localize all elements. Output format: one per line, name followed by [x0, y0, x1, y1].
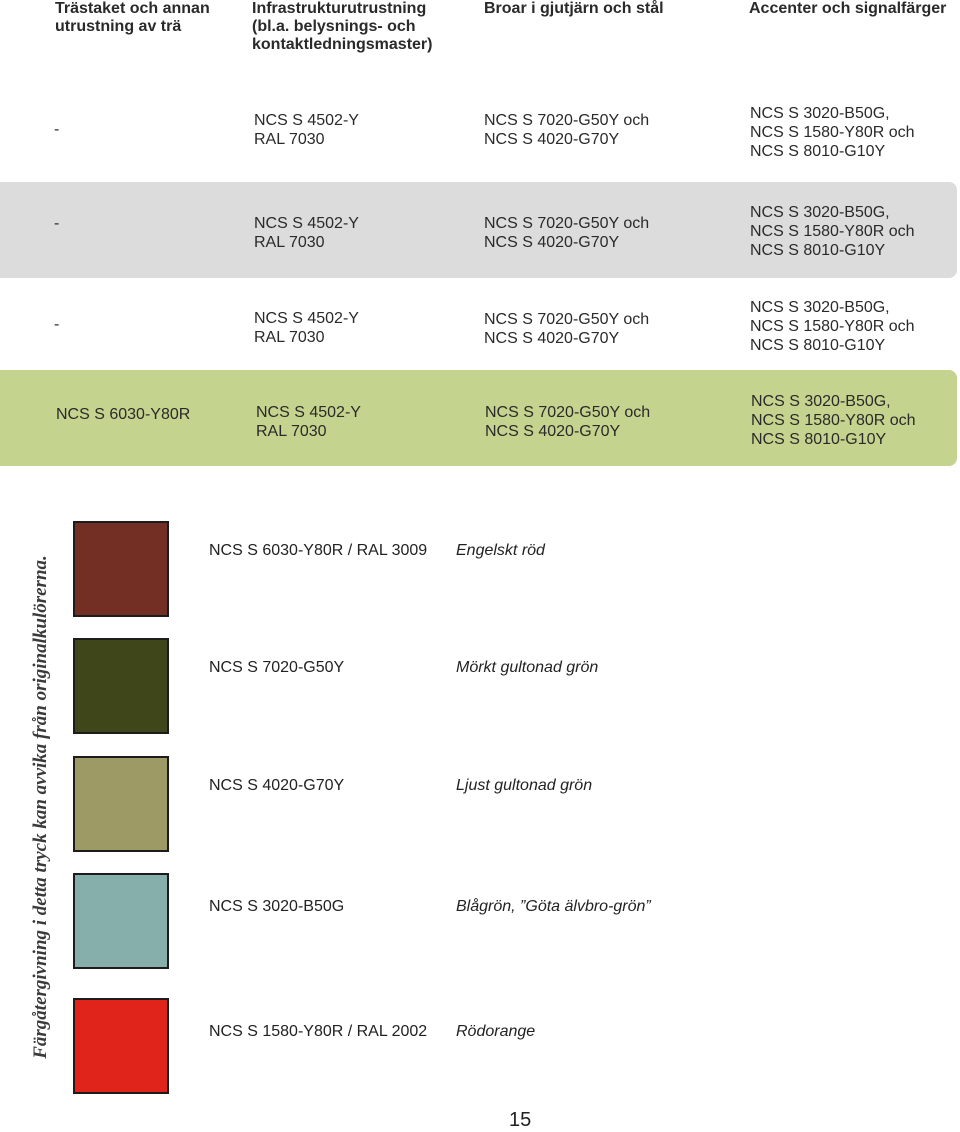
row-1-infrastructure: NCS S 4502-Y RAL 7030 — [254, 112, 359, 148]
row-4-wood: NCS S 6030-Y80R — [56, 406, 191, 423]
row-2-accents: NCS S 3020-B50G, NCS S 1580-Y80R och NCS S 8010-G10Y — [750, 204, 915, 259]
row-3-infrastructure: NCS S 4502-Y RAL 7030 — [254, 310, 359, 346]
row-1-wood: - — [54, 121, 60, 138]
row-2-wood: - — [54, 215, 60, 232]
swatch-code: NCS S 6030-Y80R / RAL 3009 — [209, 542, 428, 559]
swatch-name: Mörkt gultonad grön — [456, 659, 599, 676]
swatch-code: NCS S 7020-G50Y — [209, 659, 345, 676]
row-1-bridges: NCS S 7020-G50Y och NCS S 4020-G70Y — [484, 112, 650, 148]
swatch-red-orange — [73, 998, 169, 1094]
row-3-wood: - — [54, 316, 60, 333]
row-4-accents: NCS S 3020-B50G, NCS S 1580-Y80R och NCS S 8010-G10Y — [751, 393, 916, 448]
row-2-bridges: NCS S 7020-G50Y och NCS S 4020-G70Y — [484, 215, 650, 251]
header-bridges: Broar i gjutjärn och stål — [484, 0, 664, 17]
color-disclaimer — [24, 520, 58, 1094]
swatch-dark-yellowish-green — [73, 638, 169, 734]
row-1-accents: NCS S 3020-B50G, NCS S 1580-Y80R och NCS S 8010-G10Y — [750, 105, 915, 160]
swatch-code: NCS S 1580-Y80R / RAL 2002 — [209, 1023, 428, 1040]
swatch-name: Blågrön, ”Göta älvbro-grön” — [456, 898, 651, 915]
header-accents: Accenter och signalfärger — [749, 0, 947, 17]
color-disclaimer-text: Färgåtergivning i detta tryck kan avvika från originalkulörerna. — [30, 555, 51, 1059]
header-infrastructure: Infrastrukturutrustning (bl.a. belysnings- och kontaktledningsmaster) — [252, 0, 433, 53]
swatch-blue-green — [73, 873, 169, 969]
swatch-name: Engelskt röd — [456, 542, 545, 559]
swatch-english-red — [73, 521, 169, 617]
swatch-code: NCS S 4020-G70Y — [209, 777, 345, 794]
row-3-bridges: NCS S 7020-G50Y och NCS S 4020-G70Y — [484, 311, 650, 347]
swatch-light-yellowish-green — [73, 756, 169, 852]
header-wood-equipment: Trästaket och annan utrustning av trä — [55, 0, 210, 35]
row-4-bridges: NCS S 7020-G50Y och NCS S 4020-G70Y — [485, 404, 651, 440]
swatch-name: Ljust gultonad grön — [456, 777, 593, 794]
row-3-accents: NCS S 3020-B50G, NCS S 1580-Y80R och NCS S 8010-G10Y — [750, 299, 915, 354]
swatch-code: NCS S 3020-B50G — [209, 898, 345, 915]
row-4-infrastructure: NCS S 4502-Y RAL 7030 — [256, 404, 361, 440]
swatch-name: Rödorange — [456, 1023, 536, 1040]
page-number: 15 — [509, 1109, 532, 1131]
row-2-infrastructure: NCS S 4502-Y RAL 7030 — [254, 215, 359, 251]
